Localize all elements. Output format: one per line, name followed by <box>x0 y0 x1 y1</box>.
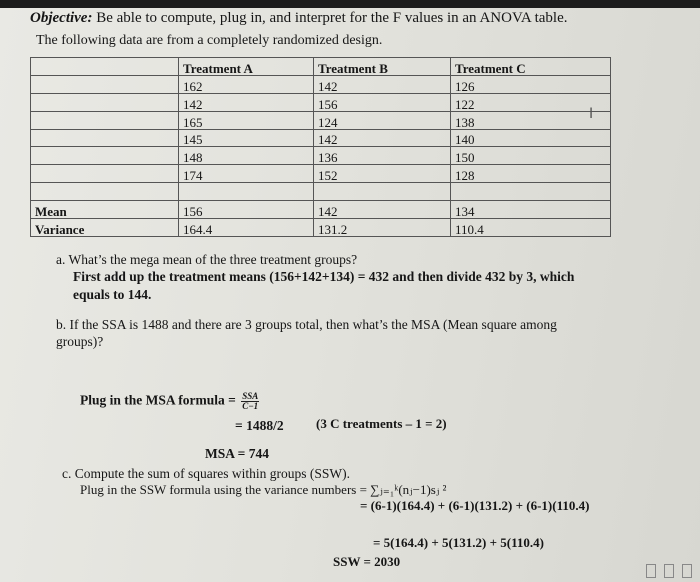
header-treatment-a: Treatment A <box>179 58 314 76</box>
answer-a: First add up the treatment means (156+142+134) = 432 and then divide 432 by 3, which equals to 144. <box>73 269 575 302</box>
data-table <box>30 57 611 237</box>
row-label-cell <box>31 147 179 165</box>
cell: 174 <box>179 165 314 183</box>
mean-b: 142 <box>314 201 451 219</box>
question-a: a. What’s the mega mean of the three treatment groups? <box>56 252 358 267</box>
variance-b: 131.2 <box>314 219 451 237</box>
blank-cell <box>451 183 611 201</box>
variance-a: 164.4 <box>179 219 314 237</box>
ssw-result: SSW = 2030 <box>333 554 401 569</box>
table-corner-cell <box>31 58 179 76</box>
page-icon <box>664 564 674 578</box>
table-row <box>31 111 611 129</box>
blank-cell <box>314 183 451 201</box>
variance-label: Variance <box>31 219 179 237</box>
cell: 122 <box>451 93 611 111</box>
ssw-line-1: = (6-1)(164.4) + (6-1)(131.2) + (6-1)(110.4) <box>360 498 590 513</box>
row-label-cell <box>31 129 179 147</box>
top-edge <box>0 0 700 8</box>
table-blank-row <box>31 183 611 201</box>
msa-fraction <box>241 392 259 411</box>
cell: 128 <box>451 165 611 183</box>
cell: 165 <box>179 111 314 129</box>
table-row <box>31 147 611 165</box>
cell: 124 <box>314 111 451 129</box>
cell: 126 <box>451 75 611 93</box>
objective-label: Objective: <box>30 10 93 26</box>
cell: 142 <box>314 129 451 147</box>
table-row <box>31 75 611 93</box>
cell: 138 <box>451 111 611 129</box>
objective-line <box>30 10 568 27</box>
table-row <box>31 129 611 147</box>
ssw-formula: Plug in the SSW formula using the variance numbers = ∑ⱼ₌₁ᵏ(nⱼ−1)sⱼ ² <box>80 482 447 497</box>
msa-step: = 1488/2 <box>235 418 284 433</box>
question-c: c. Compute the sum of squares within groups (SSW). <box>62 466 350 481</box>
variance-c: 110.4 <box>451 219 611 237</box>
header-treatment-b: Treatment B <box>314 58 451 76</box>
text-cursor-icon: I <box>589 106 594 122</box>
table-row-variance <box>31 219 611 237</box>
cell: 142 <box>314 75 451 93</box>
blank-cell <box>31 183 179 201</box>
fraction-denominator: C−1 <box>242 401 259 411</box>
cell: 152 <box>314 165 451 183</box>
msa-plug-in-label: Plug in the MSA formula = <box>80 392 240 408</box>
msa-note: (3 C treatments – 1 = 2) <box>316 416 447 431</box>
header-treatment-c: Treatment C <box>451 58 611 76</box>
page-icon <box>646 564 656 578</box>
table-header-row <box>31 58 611 76</box>
mean-label: Mean <box>31 201 179 219</box>
row-label-cell <box>31 93 179 111</box>
mean-c: 134 <box>451 201 611 219</box>
cell: 140 <box>451 129 611 147</box>
corner-icons <box>646 564 692 578</box>
objective-text: Be able to compute, plug in, and interpret for the F values in an ANOVA table. <box>92 10 568 26</box>
msa-result: MSA = 744 <box>205 446 269 461</box>
ssw-line-2: = 5(164.4) + 5(131.2) + 5(110.4) <box>373 535 544 550</box>
row-label-cell <box>31 165 179 183</box>
cell: 148 <box>179 147 314 165</box>
cell: 150 <box>451 147 611 165</box>
row-label-cell <box>31 111 179 129</box>
cell: 145 <box>179 129 314 147</box>
mean-a: 156 <box>179 201 314 219</box>
table-row <box>31 93 611 111</box>
blank-cell <box>179 183 314 201</box>
cell: 142 <box>179 93 314 111</box>
cell: 162 <box>179 75 314 93</box>
cell: 156 <box>314 93 451 111</box>
row-label-cell <box>31 75 179 93</box>
page-icon <box>682 564 692 578</box>
intro-text: The following data are from a completely randomized design. <box>36 33 383 48</box>
fraction-numerator: SSA <box>242 391 259 401</box>
cell: 136 <box>314 147 451 165</box>
msa-formula <box>80 392 259 411</box>
table-row-mean <box>31 201 611 219</box>
table-row <box>31 165 611 183</box>
question-b: b. If the SSA is 1488 and there are 3 groups total, then what’s the MSA (Mean square among groups)? <box>56 317 557 349</box>
